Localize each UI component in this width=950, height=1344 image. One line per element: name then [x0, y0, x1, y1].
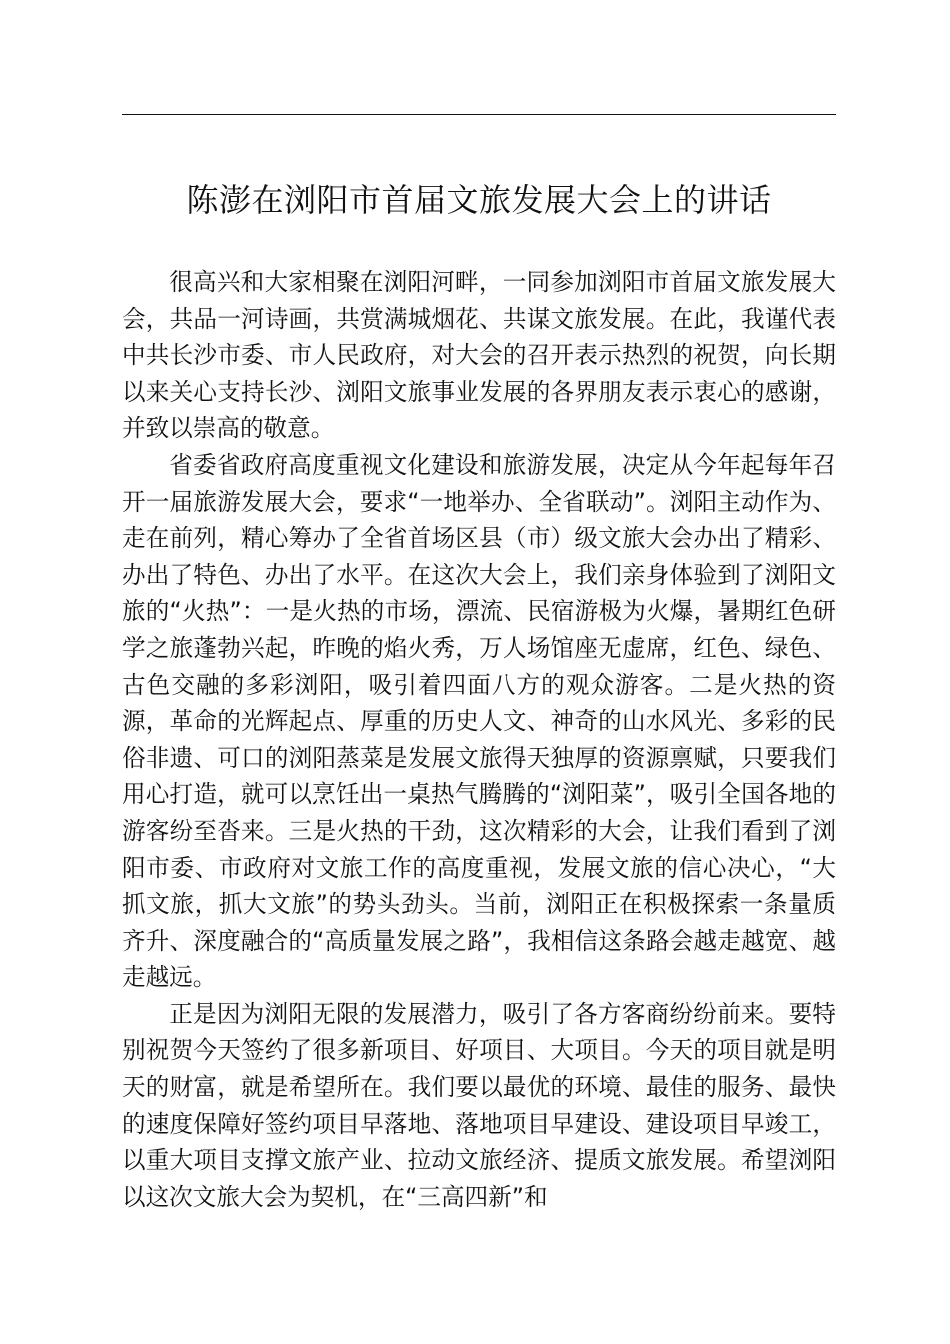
header-rule: [122, 114, 836, 115]
document-title: 陈澎在浏阳市首届文旅发展大会上的讲话: [186, 181, 772, 219]
body-paragraph-3: 正是因为浏阳无限的发展潜力，吸引了各方客商纷纷前来。要特别祝贺今天签约了很多新项目、好项目、大项目。今天的项目就是明天的财富，就是希望所在。我们要以最优的环境、最佳的服务、最快的速度保障好签约项目早落地、落地项目早建设、建设项目早竣工，以重大项目支撑文旅产业、拉动文旅经济、提质文旅发展。希望浏阳以这次文旅大会为契机，在“三高四新”和: [122, 999, 836, 1211]
document-body: [122, 264, 836, 1215]
body-paragraph-2: 省委省政府高度重视文化建设和旅游发展，决定从今年起每年召开一届旅游发展大会，要求“一地举办、全省联动”。浏阳主动作为、走在前列，精心筹办了全省首场区县（市）级文旅大会办出了精彩、办出了特色、办出了水平。在这次大会上，我们亲身体验到了浏阳文旅的“火热”：一是火热的市场，漂流、民宿游极为火爆，暑期红色研学之旅蓬勃兴起，昨晚的焰火秀，万人场馆座无虚席，红色、绿色、古色交融的多彩浏阳，吸引着四面八方的观众游客。二是火热的资源，革命的光辉起点、厚重的历史人文、神奇的山水风光、多彩的民俗非遗、可口的浏阳蒸菜是发展文旅得天独厚的资源禀赋，只要我们用心打造，就可以烹饪出一桌热气腾腾的“浏阳菜”，吸引全国各地的游客纷至沓来。三是火热的干劲，这次精彩的大会，让我们看到了浏阳市委、市政府对文旅工作的高度重视，发展文旅的信心决心，“大抓文旅，抓大文旅”的势头劲头。当前，浏阳正在积极探索一条量质齐升、深度融合的“高质量发展之路”，我相信这条路会越走越宽、越走越远。: [122, 450, 836, 992]
body-paragraph-1: 很高兴和大家相聚在浏阳河畔，一同参加浏阳市首届文旅发展大会，共品一河诗画，共赏满城烟花、共谋文旅发展。在此，我谨代表中共长沙市委、市人民政府，对大会的召开表示热烈的祝贺，向长期以来关心支持长沙、浏阳文旅事业发展的各界朋友表示衷心的感谢，并致以崇高的敬意。: [122, 268, 836, 443]
